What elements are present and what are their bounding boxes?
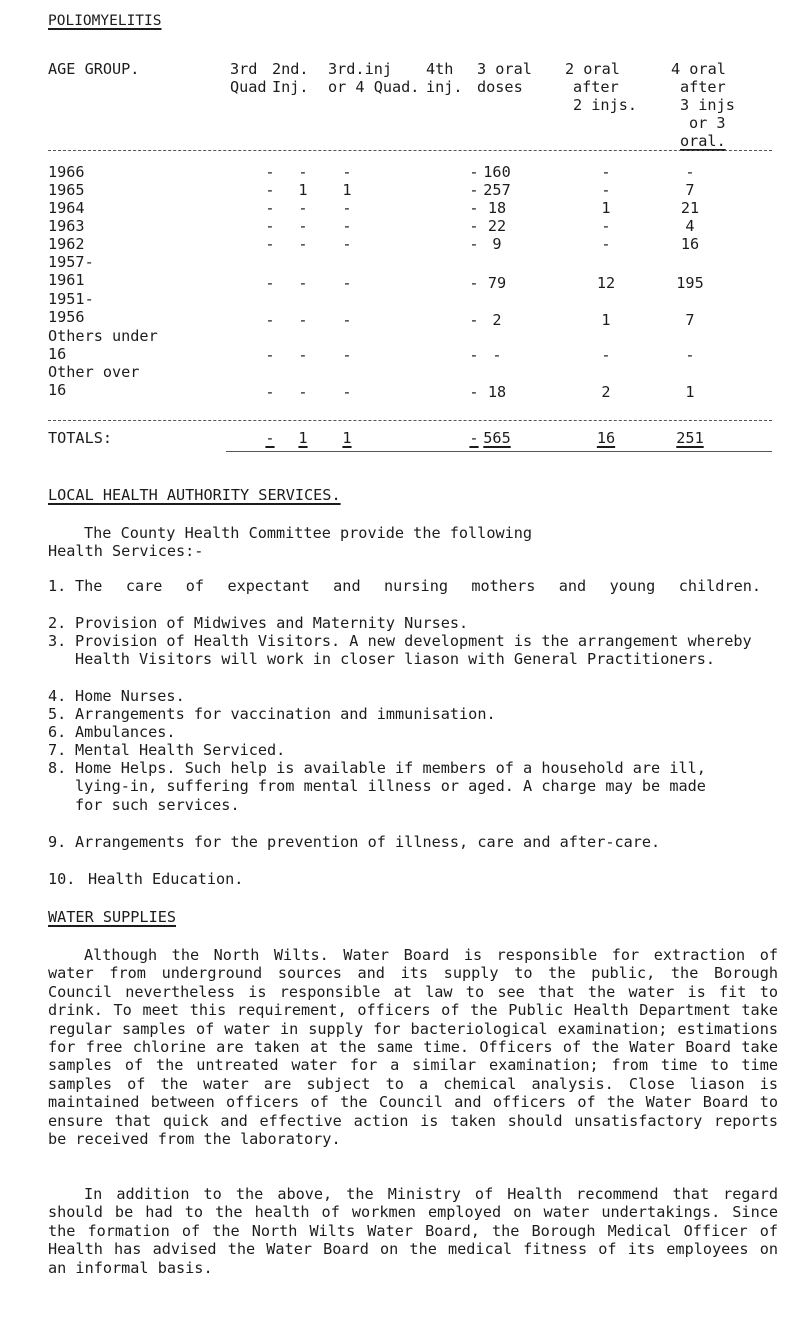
- row-label: 1962: [48, 235, 85, 253]
- row-label: 1966: [48, 163, 85, 181]
- row-label: 1957-: [48, 253, 94, 271]
- lha-intro: The County Health Committee provide the following: [84, 524, 533, 542]
- water-paragraph-2: In addition to the above, the Ministry of Health recommend that regard should be had to the health of workmen employed on water undertakings. Since the formation of the North Wilts Water Board, the Borough Medical Officer of Health has advised the Water Board on the medical fitness of its employees on an informal basis.: [48, 1185, 778, 1277]
- totals-underline: [226, 451, 772, 452]
- row-label: 1951-: [48, 290, 94, 308]
- row-label: Other over: [48, 363, 140, 381]
- lha-intro-2: Health Services:-: [48, 542, 204, 560]
- row-label: 1963: [48, 217, 85, 235]
- row-label: Others under: [48, 327, 158, 345]
- water-heading: WATER SUPPLIES: [48, 908, 177, 926]
- lha-heading: LOCAL HEALTH AUTHORITY SERVICES.: [48, 486, 341, 504]
- row-label: 1961: [48, 271, 85, 289]
- row-label: 1964: [48, 199, 85, 217]
- row-label: 16: [48, 381, 67, 399]
- totals-rule: [48, 420, 772, 421]
- row-label: 1965: [48, 181, 85, 199]
- age-group-header: AGE GROUP.: [48, 60, 140, 78]
- totals-label: TOTALS:: [48, 429, 113, 447]
- list-item: 1. The care of expectant and nursing mothers and young children.: [48, 577, 761, 595]
- header-rule: [48, 150, 772, 151]
- row-label: 1956: [48, 308, 85, 326]
- water-paragraph-1: Although the North Wilts. Water Board is responsible for extraction of water from underground sources and its supply to the public, the Borough Council nevertheless is responsible at law to see that the water is fit to drink. To meet this requirement, officers of the Public Health Department take regular samples of water in supply for bacteriological examination; estimations for free chlorine are taken at the same time. Officers of the Water Board take samples of the untreated water for a similar examination; from time to time samples of the water are subject to a chemical analysis. Close liason is maintained between officers of the Council and officers of the Water Board to ensure that quick and effective action is taken should unsatisfactory reports be received from the laboratory.: [48, 946, 778, 1149]
- page-title: POLIOMYELITIS: [48, 13, 162, 29]
- row-label: 16: [48, 345, 67, 363]
